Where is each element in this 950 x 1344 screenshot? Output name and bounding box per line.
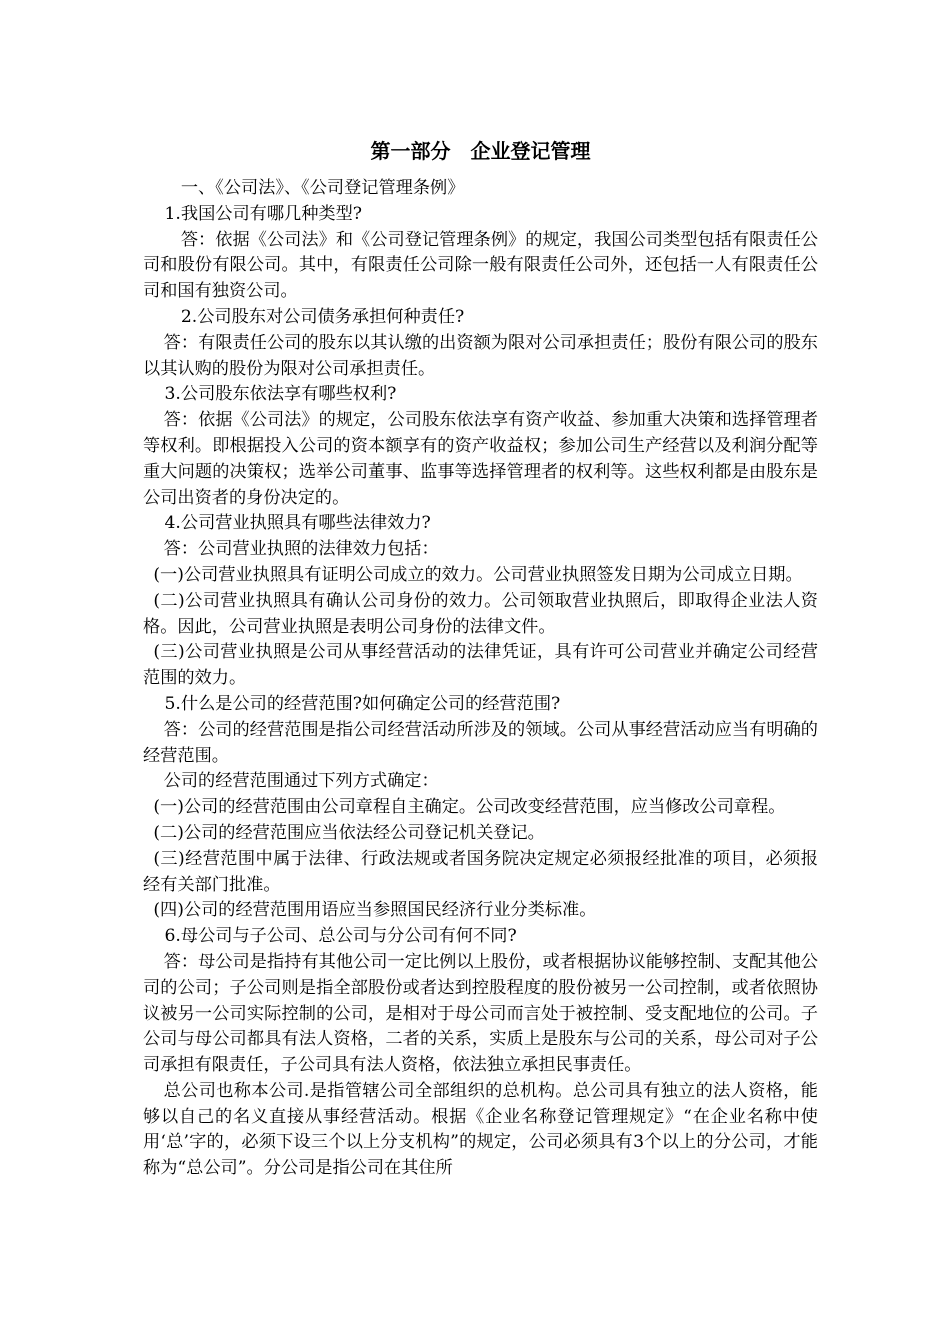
paragraph: 6.母公司与子公司、总公司与分公司有何不同? xyxy=(164,926,517,947)
paragraph: 公司的经营范围通过下列方式确定： xyxy=(163,771,439,792)
paragraph: (一)公司营业执照具有证明公司成立的效力。公司营业执照签发日期为公司成立日期。 xyxy=(153,564,803,585)
document-body xyxy=(143,176,818,1182)
paragraph: 2.公司股东对公司债务承担何种责任? xyxy=(180,306,465,327)
document-page xyxy=(143,138,818,1182)
paragraph: 4.公司营业执照具有哪些法律效力? xyxy=(164,513,431,534)
paragraph: 答：公司营业执照的法律效力包括： xyxy=(163,539,439,560)
paragraph: (二)公司营业执照具有确认公司身份的效力。公司领取营业执照后，即取得企业法人资格。因此，公司营业执照是表明公司身份的法律文件。 xyxy=(143,590,818,637)
paragraph: (二)公司的经营范围应当依法经公司登记机关登记。 xyxy=(153,822,545,843)
paragraph: 答：依据《公司法》的规定，公司股东依法享有资产收益、参加重大决策和选择管理者等权利。即根据投入公司的资本额享有的资产收益权；参加公司生产经营以及利润分配等重大问题的决策权；选举公司董事、监事等选择管理者的权利等。这些权利都是由股东是公司出资者的身份决定的。 xyxy=(143,410,818,508)
paragraph: 5.什么是公司的经营范围?如何确定公司的经营范围? xyxy=(164,693,561,714)
paragraph: (三)公司营业执照是公司从事经营活动的法律凭证，具有许可公司营业并确定公司经营范围的效力。 xyxy=(143,642,818,689)
paragraph: 1.我国公司有哪几种类型? xyxy=(164,203,362,224)
paragraph: 答：公司的经营范围是指公司经营活动所涉及的领域。公司从事经营活动应当有明确的经营范围。 xyxy=(143,719,818,766)
paragraph: (一)公司的经营范围由公司章程自主确定。公司改变经营范围，应当修改公司章程。 xyxy=(153,797,786,818)
paragraph: 答：母公司是指持有其他公司一定比例以上股份，或者根据协议能够控制、支配其他公司的公司；子公司则是指全部股份或者达到控股程度的股份被另一公司控制，或者依照协议被另一公司实际控制的公司，是相对于母公司而言处于被控制、受支配地位的公司。子公司与母公司都具有法人资格，二者的关系，实质上是股东与公司的关系，母公司对子公司承担有限责任，子公司具有法人资格，依法独立承担民事责任。 xyxy=(143,951,818,1076)
paragraph: 3.公司股东依法享有哪些权利? xyxy=(164,384,397,405)
paragraph: 答：依据《公司法》和《公司登记管理条例》的规定，我国公司类型包括有限责任公司和股份有限公司。其中，有限责任公司除一般有限责任公司外，还包括一人有限责任公司和国有独资公司。 xyxy=(143,229,818,302)
paragraph: (三)经营范围中属于法律、行政法规或者国务院决定规定必须报经批准的项目，必须报经有关部门批准。 xyxy=(143,848,818,895)
paragraph: (四)公司的经营范围用语应当参照国民经济行业分类标准。 xyxy=(153,900,597,921)
paragraph: 一、《公司法》、《公司登记管理条例》 xyxy=(180,178,465,198)
paragraph: 总公司也称本公司.是指管辖公司全部组织的总机构。总公司具有独立的法人资格，能够以自己的名义直接从事经营活动。根据《企业名称登记管理规定》“在企业名称中使用‘总’字的，必须下设三个以上分支机构”的规定，公司必须具有3个以上的分公司，才能称为“总公司”。分公司是指公司在其住所 xyxy=(143,1080,818,1179)
paragraph: 答：有限责任公司的股东以其认缴的出资额为限对公司承担责任；股份有限公司的股东以其认购的股份为限对公司承担责任。 xyxy=(143,332,818,379)
document-title: 第一部分 企业登记管理 xyxy=(370,139,591,163)
